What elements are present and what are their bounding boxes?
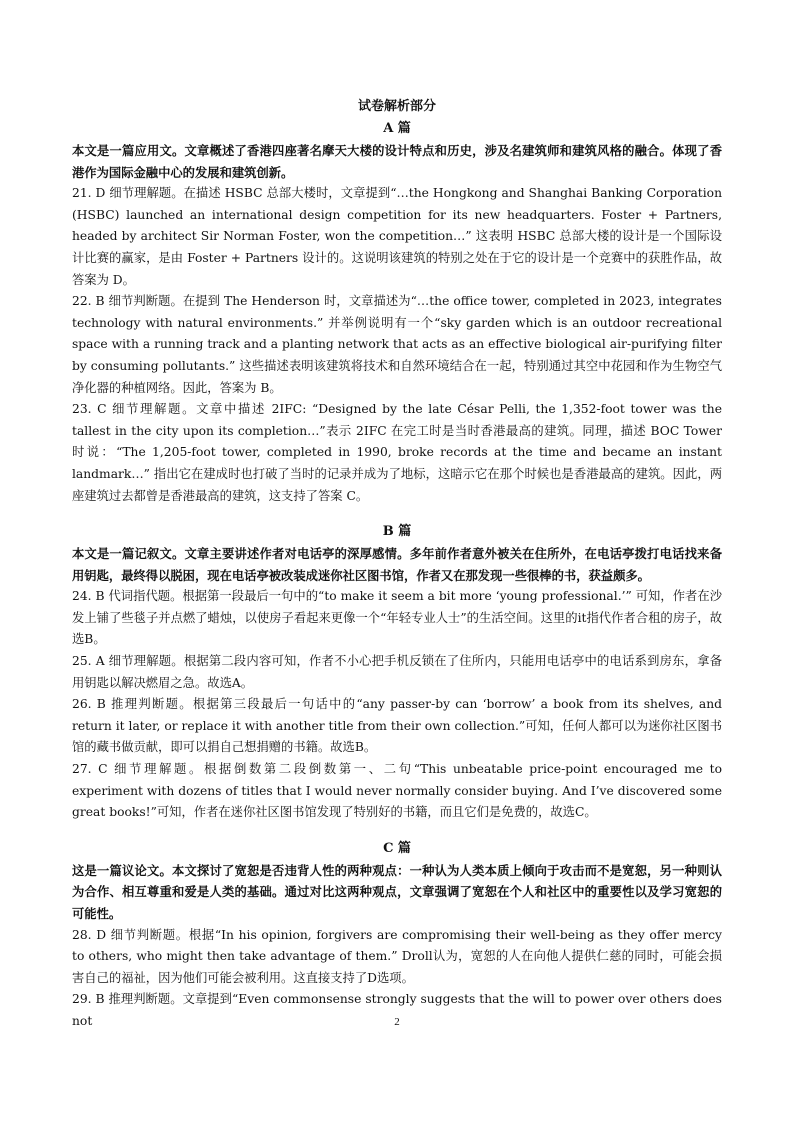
section-c-summary: 这是一篇议论文。本文探讨了宽恕是否违背人性的两种观点：一种认为人类本质上倾向于攻击而不是宽恕，另一种则认为合作、相互尊重和爱是人类的基础。通过对比这两种观点，文章强调了宽恕在个人和社区中的重要性以及学习宽恕的可能性。 bbox=[72, 862, 722, 921]
answer-26: 26. B 推理判断题。根据第三段最后一句话中的“any passer-by can ‘borrow’ a book from its shelves, and return it later, or replace it with another title from their own collection.”可知，任何人都可以为迷你社区图书馆的藏书做贡献，即可以捐自己想捐赠的书籍。故选B。 bbox=[72, 697, 722, 755]
section-b-heading: B 篇 bbox=[382, 524, 412, 540]
section-a bbox=[72, 118, 722, 507]
answer-24: 24. B 代词指代题。根据第一段最后一句中的“to make it seem a bit more ‘young professional.’” 可知，作者在沙发上铺了些毯子并点燃了蜡烛，以使房子看起来更像一个“年轻专业人士”的生活空间。这里的it指代作者合租的房子，故选B。 bbox=[72, 589, 722, 647]
section-b bbox=[72, 521, 722, 824]
section-a-heading: A 篇 bbox=[383, 121, 411, 136]
document-page bbox=[72, 96, 722, 1033]
answer-29: 29. B 推理判断题。文章提到“Even commonsense strongly suggests that the will to power over others does not bbox=[72, 992, 722, 1028]
answer-27: 27. C 细节理解题。根据倒数第二段倒数第一、二句“This unbeatable price-point encouraged me to experiment with dozens of titles that I would never normally consider buying. And I’ve discovered some great books!”可知，作者在迷你社区图书馆发现了特别好的书籍，而且它们是免费的，故选C。 bbox=[72, 762, 722, 820]
answer-23: 23. C 细节理解题。文章中描述 2IFC: “Designed by the late César Pelli, the 1,352-foot tower was the tallest in the city upon its completion…”表示 2IFC 在完工时是当时香港最高的建筑。同理，描述 BOC Tower 时说：“The 1,205-foot tower, completed in 1990, broke records at the time and became an instant landmark…” 指出它在建成时也打破了当时的记录并成为了地标，这暗示它在那个时候也是香港最高的建筑。因此，两座建筑过去都曾是香港最高的建筑，这支持了答案 C。 bbox=[72, 402, 722, 503]
section-c bbox=[72, 838, 722, 1033]
answer-25: 25. A 细节理解题。根据第二段内容可知，作者不小心把手机反锁在了住所内，只能用电话亭中的电话系到房东，拿备用钥匙以解决燃眉之急。故选A。 bbox=[72, 654, 722, 690]
section-a-summary: 本文是一篇应用文。文章概述了香港四座著名摩天大楼的设计特点和历史，涉及名建筑师和建筑风格的融合。体现了香港作为国际金融中心的发展和建筑创新。 bbox=[72, 143, 722, 180]
answer-28: 28. D 细节判断题。根据“In his opinion, forgivers are compromising their well-being as they offer mercy to others, who might then take advantage of them.” Droll认为，宽恕的人在向他人提供仁慈的同时，可能会损害自己的福祉，因为他们可能会被利用。这直接支持了D选项。 bbox=[72, 927, 722, 985]
document-title: 试卷解析部分 bbox=[357, 99, 436, 114]
section-b-summary: 本文是一篇记叙文。文章主要讲述作者对电话亭的深厚感情。多年前作者意外被关在住所外，在电话亭拨打电话找来备用钥匙，最终得以脱困，现在电话亭被改装成迷你社区图书馆，作者又在那发现一些很棒的书，获益颇多。 bbox=[72, 546, 722, 583]
answer-22: 22. B 细节判断题。在提到 The Henderson 时，文章描述为“…the office tower, completed in 2023, integrates technology with natural environments.” 并举例说明有一个“sky garden which is an outdoor recreational space with a running track and a planting network that acts as an effective biological air-purifying filter by consuming pollutants.” 这些描述表明该建筑将技术和自然环境结合在一起，特别通过其空中花园和作为生物空气净化器的种植网络。因此，答案为 B。 bbox=[72, 294, 722, 395]
section-c-heading: C 篇 bbox=[383, 840, 411, 856]
answer-21: 21. D 细节理解题。在描述 HSBC 总部大楼时，文章提到“…the Hongkong and Shanghai Banking Corporation (HSBC) launched an international design competition for its new headquarters. Foster + Partners, headed by architect Sir Norman Foster, won the competition…” 这表明 HSBC 总部大楼的设计是一个国际设计比赛的赢家，是由 Foster + Partners 设计的。这说明该建筑的特别之处在于它的设计是一个竞赛中的获胜作品，故答案为 D。 bbox=[72, 186, 722, 287]
page-number: 2 bbox=[394, 1016, 400, 1028]
